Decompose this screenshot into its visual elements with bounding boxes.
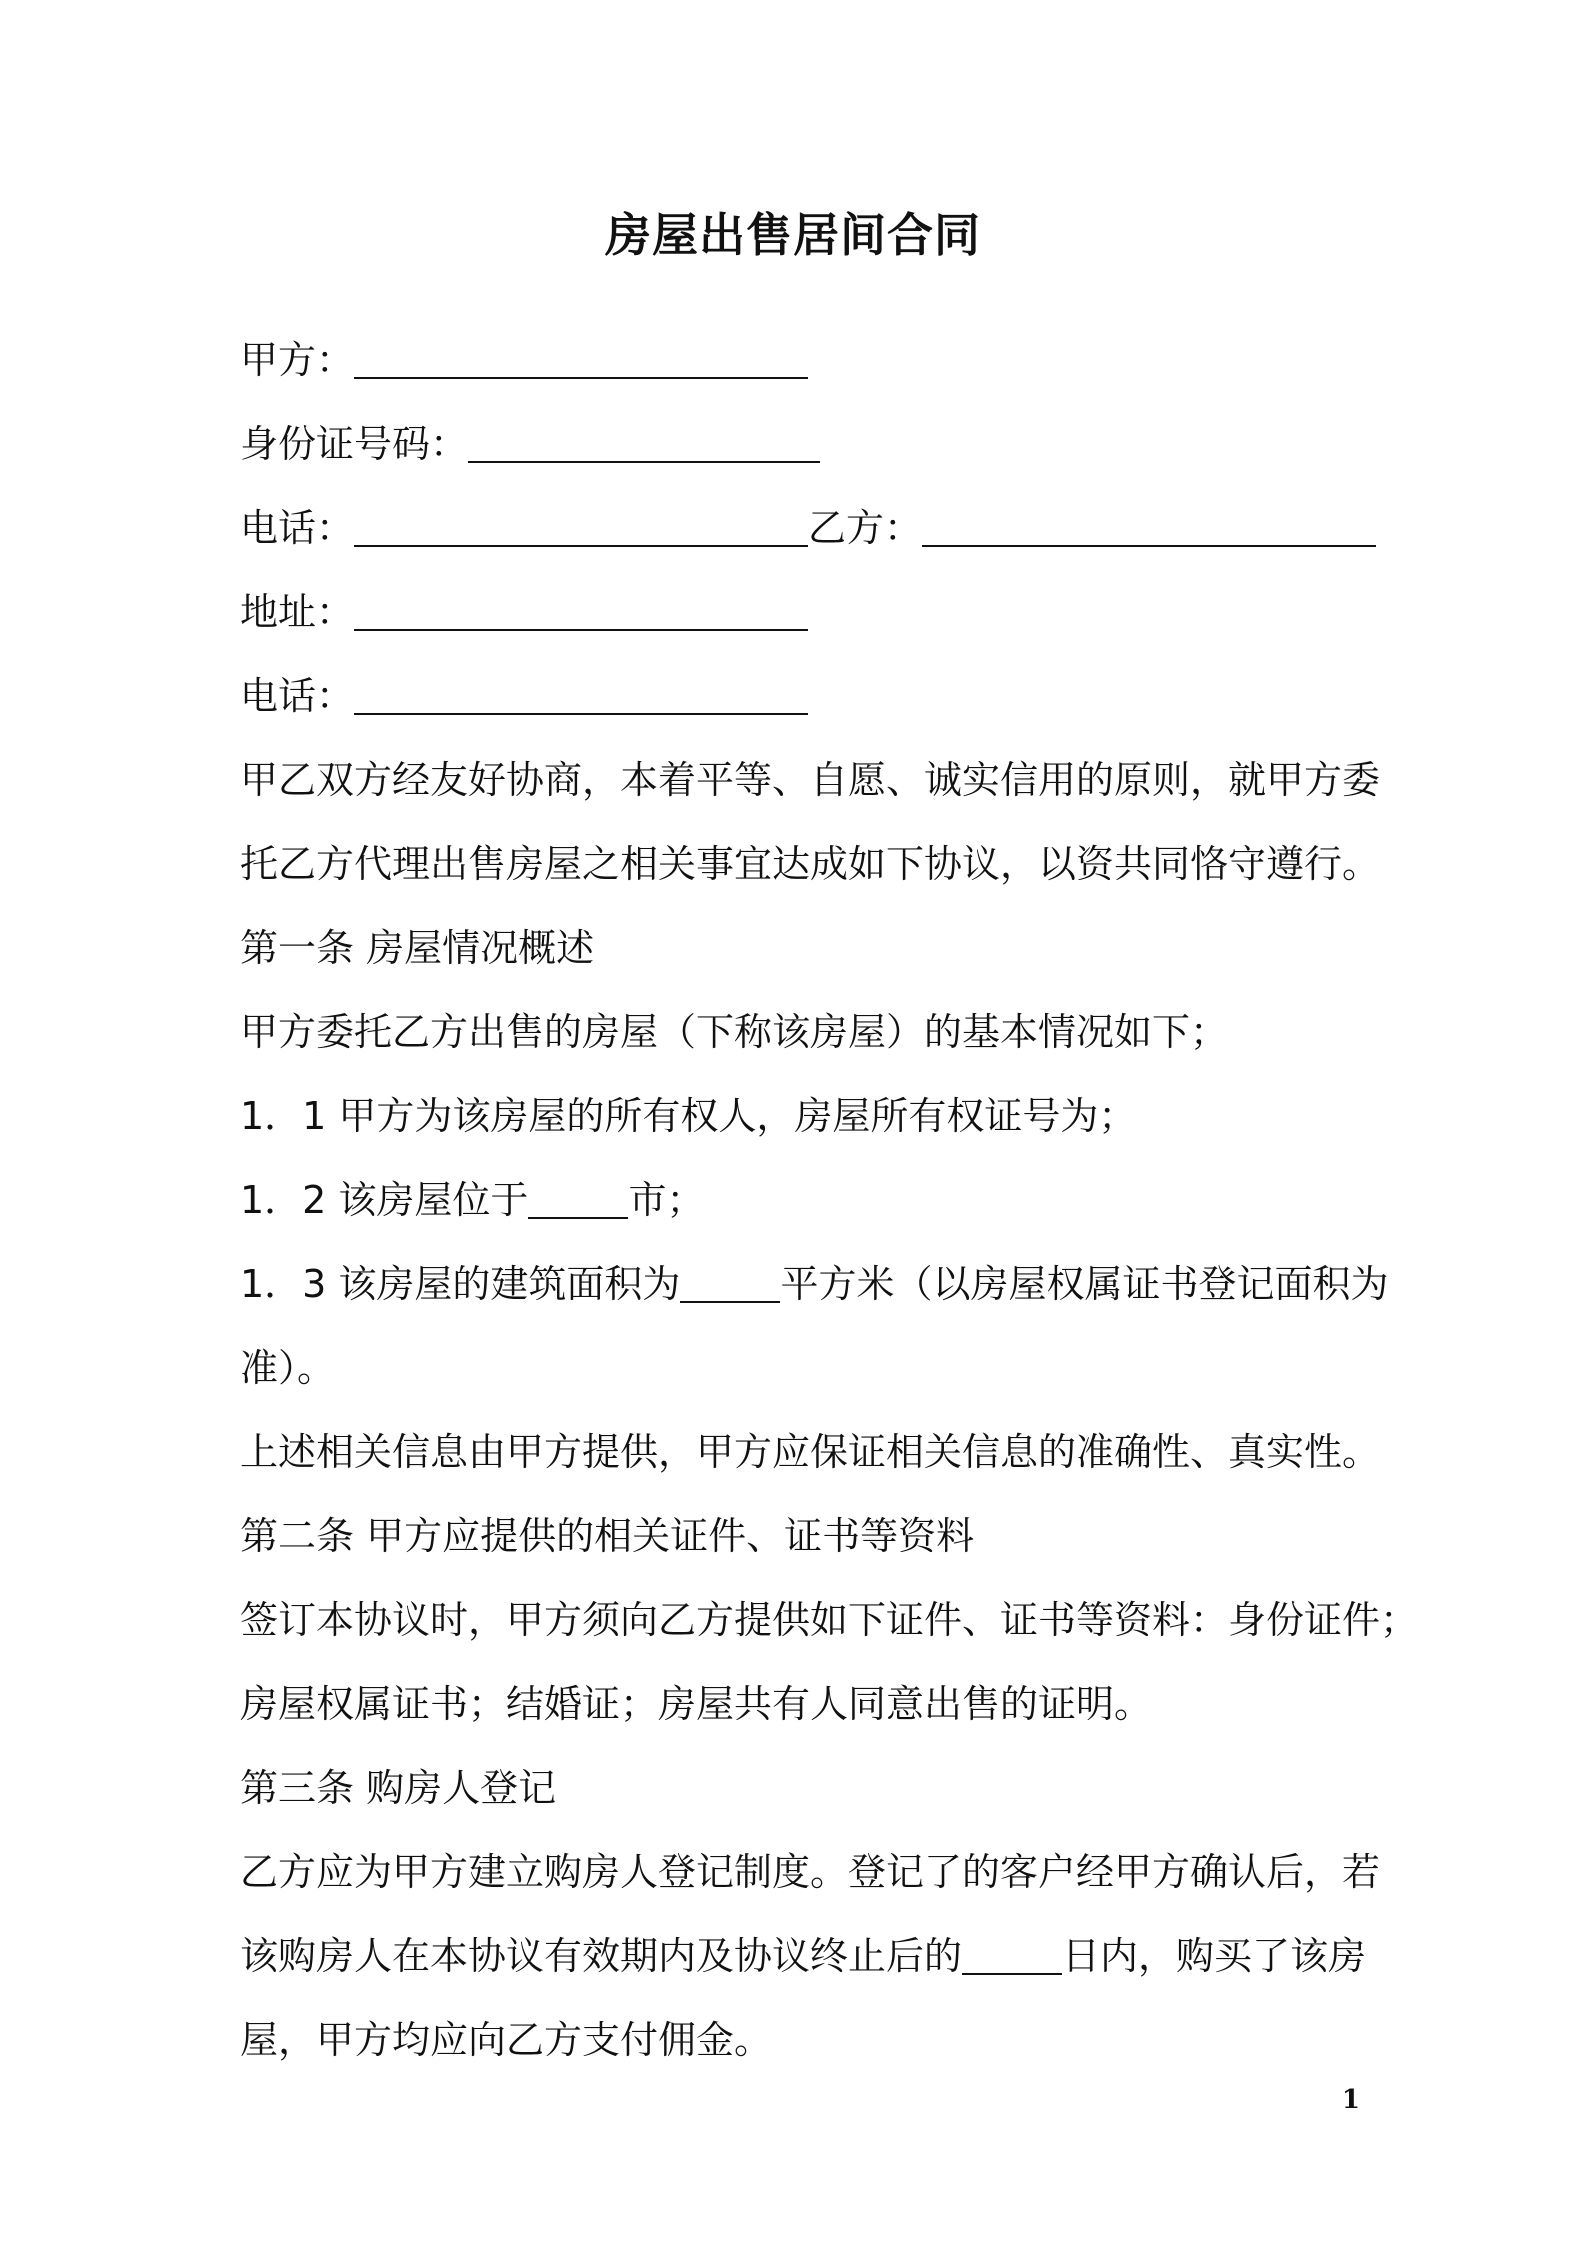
party-b-blank[interactable] xyxy=(922,505,1376,547)
item-1-2 xyxy=(240,1172,704,1228)
item-1-3-suffix: 平方米（以房屋权属证书登记面积为 xyxy=(780,1262,1389,1306)
article-3-heading: 第三条 购房人登记 xyxy=(240,1766,557,1810)
address-blank[interactable] xyxy=(354,589,808,631)
article-2-heading: 第二条 甲方应提供的相关证件、证书等资料 xyxy=(240,1514,975,1558)
party-a-label: 甲方： xyxy=(240,338,355,382)
city-blank[interactable] xyxy=(528,1177,628,1219)
id-number-label: 身份证号码： xyxy=(240,422,469,466)
item-1-1: 1．1 甲方为该房屋的所有权人，房屋所有权证号为； xyxy=(240,1094,1137,1138)
days-blank[interactable] xyxy=(962,1933,1062,1975)
id-number-row xyxy=(240,416,820,472)
address-label: 地址： xyxy=(240,590,355,634)
party-a-row xyxy=(240,332,808,388)
page-number: 1 xyxy=(1341,2085,1360,2115)
item-1-2-prefix: 1．2 该房屋位于 xyxy=(240,1178,529,1222)
article-3-line-2-prefix: 该购房人在本协议有效期内及协议终止后的 xyxy=(240,1934,963,1978)
phone2-row xyxy=(240,668,808,724)
article-3-line-3: 屋，甲方均应向乙方支付佣金。 xyxy=(240,2018,773,2062)
id-number-blank[interactable] xyxy=(468,421,820,463)
item-1-3 xyxy=(240,1256,1388,1312)
area-blank[interactable] xyxy=(680,1261,780,1303)
phone-party-b-row xyxy=(240,500,1376,556)
item-1-3-continuation: 准）。 xyxy=(240,1346,336,1390)
article-3-line-2 xyxy=(240,1928,1366,1984)
article-3-line-1: 乙方应为甲方建立购房人登记制度。登记了的客户经甲方确认后，若 xyxy=(240,1850,1381,1894)
party-a-blank[interactable] xyxy=(354,337,808,379)
phone-blank[interactable] xyxy=(354,505,808,547)
party-b-label: 乙方： xyxy=(808,506,923,550)
article-3-line-2-suffix: 日内，购买了该房 xyxy=(1062,1934,1367,1978)
article-2-line-2: 房屋权属证书；结婚证；房屋共有人同意出售的证明。 xyxy=(240,1682,1153,1726)
item-1-2-suffix: 市； xyxy=(628,1178,705,1222)
article-1-description: 甲方委托乙方出售的房屋（下称该房屋）的基本情况如下； xyxy=(240,1010,1229,1054)
article-2-line-1: 签订本协议时，甲方须向乙方提供如下证件、证书等资料：身份证件； xyxy=(240,1598,1419,1642)
address-row xyxy=(240,584,808,640)
phone-label: 电话： xyxy=(240,506,355,550)
article-1-heading: 第一条 房屋情况概述 xyxy=(240,926,595,970)
phone2-label: 电话： xyxy=(240,674,355,718)
intro-line-2: 托乙方代理出售房屋之相关事宜达成如下协议，以资共同恪守遵行。 xyxy=(240,842,1381,886)
document-title: 房屋出售居间合同 xyxy=(605,208,981,262)
info-note: 上述相关信息由甲方提供，甲方应保证相关信息的准确性、真实性。 xyxy=(240,1430,1381,1474)
phone2-blank[interactable] xyxy=(354,673,808,715)
item-1-3-prefix: 1．3 该房屋的建筑面积为 xyxy=(240,1262,681,1306)
intro-line-1: 甲乙双方经友好协商，本着平等、自愿、诚实信用的原则，就甲方委 xyxy=(240,758,1381,802)
